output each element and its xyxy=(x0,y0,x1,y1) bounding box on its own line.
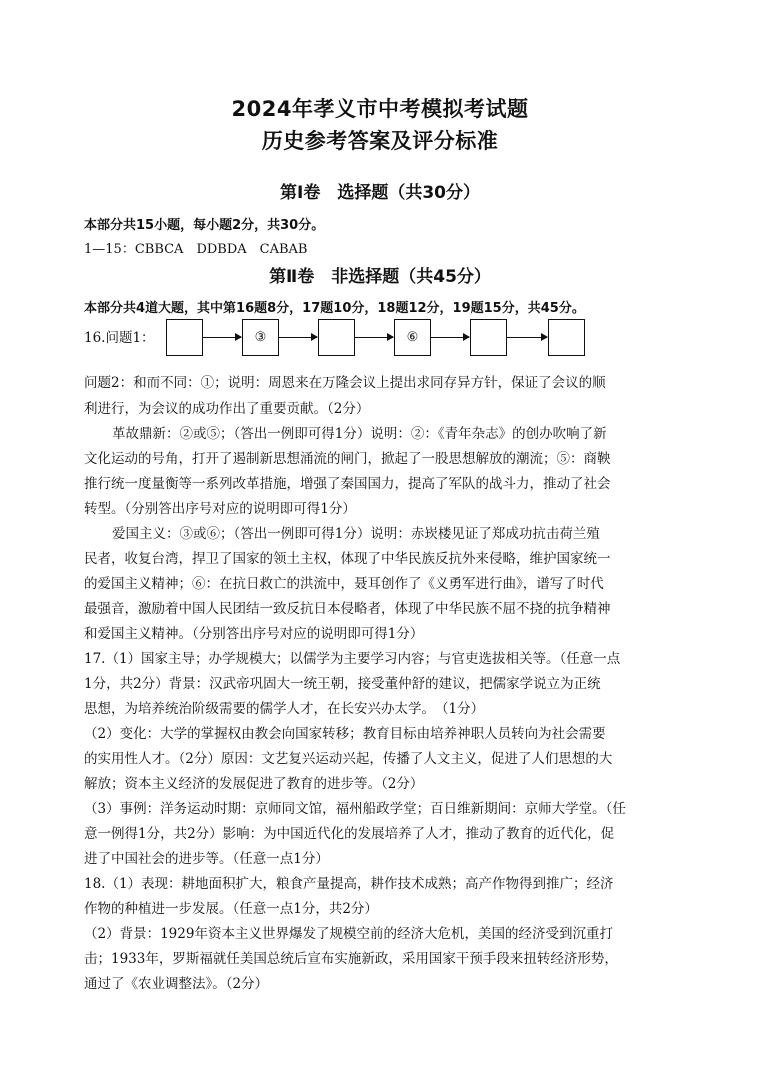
answer-line: 爱国主义：③或⑥；（答出一例即可得1分）说明：赤崁楼见证了郑成功抗击荷兰殖 xyxy=(112,526,600,542)
answer-line: 思想，为培养统治阶级需要的儒学人才，在长安兴办太学。 （1分） xyxy=(84,701,485,717)
answer-line: 1分，共2分）背景：汉武帝巩固大一统王朝，接受董仲舒的建议，把儒家学说立为正统 xyxy=(84,676,601,692)
answer-line: 作物的种植进一步发展。（任意一点1分，共2分） xyxy=(84,901,378,917)
answer-line: 最强音，激励着中国人民团结一致反抗日本侵略者，体现了中华民族不屈不挠的抗争精神 xyxy=(84,601,611,617)
answer-line: 解放；资本主义经济的发展促进了教育的进步等。（2分） xyxy=(84,776,424,792)
flow-box-4: ⑥ xyxy=(394,319,431,356)
answer-line: 推行统一度量衡等一系列改革措施，增强了秦国国力，提高了军队的战斗力，推动了社会 xyxy=(84,476,611,492)
answer-line: 转型。（分别答出序号对应的说明即可得1分） xyxy=(84,501,356,517)
answer-line: 通过了《农业调整法》。（2分） xyxy=(84,976,269,992)
flow-arrow xyxy=(355,337,393,338)
flow-box-2: ③ xyxy=(242,319,279,356)
flow-arrow xyxy=(431,337,469,338)
answer-line: 利进行，为会议的成功作出了重要贡献。（2分） xyxy=(84,401,370,417)
part1-answers: 1—15：CBBCA DDBDA CABAB xyxy=(84,242,308,257)
answer-line: 18.（1）表现：耕地面积扩大，粮食产量提高，耕作技术成熟；高产作物得到推广；经济 xyxy=(84,876,614,892)
flow-arrow xyxy=(203,337,241,338)
part2-description: 本部分共4道大题，其中第16题8分，17题10分，18题12分，19题15分，共45分。 xyxy=(84,301,585,316)
part2-heading: 第Ⅱ卷 非选择题（共45分） xyxy=(269,267,491,287)
answer-line: 革故鼎新：②或⑤；（答出一例即可得1分）说明：②：《青年杂志》的创办吹响了新 xyxy=(112,426,607,442)
flow-box-3 xyxy=(318,319,355,356)
answer-line: 进了中国社会的进步等。（任意一点1分） xyxy=(84,851,329,867)
q16-label: 16.问题1： xyxy=(84,330,155,346)
answer-line: 的实用性人才。（2分）原因：文艺复兴运动兴起，传播了人文主义，促进了人们思想的大 xyxy=(84,751,613,767)
page-subtitle: 历史参考答案及评分标准 xyxy=(261,129,499,153)
flow-box-6 xyxy=(548,319,585,356)
answer-line: 17.（1）国家主导；办学规模大；以儒学为主要学习内容；与官吏选拔相关等。（任意一点 xyxy=(84,651,621,667)
answer-line: 击；1933年，罗斯福就任美国总统后宣布实施新政，采用国家干预手段来扭转经济形势， xyxy=(84,951,618,967)
answer-line: （2）背景：1929年资本主义世界爆发了规模空前的经济大危机，美国的经济受到沉重打 xyxy=(84,926,613,942)
flow-arrow xyxy=(507,337,547,338)
page-title: 2024年孝义市中考模拟考试题 xyxy=(231,97,529,121)
flow-box-1 xyxy=(166,319,203,356)
answer-line: 的爱国主义精神；⑥：在抗日救亡的洪流中，聂耳创作了《义勇军进行曲》，谱写了时代 xyxy=(84,576,604,592)
flow-arrow xyxy=(279,337,317,338)
answer-line: 问题2：和而不同：①；说明：周恩来在万隆会议上提出求同存异方针，保证了会议的顺 xyxy=(84,375,606,391)
answer-line: 文化运动的号角，打开了遏制新思想涌流的闸门，掀起了一股思想解放的潮流；⑤：商鞅 xyxy=(84,451,611,467)
flow-box-5 xyxy=(470,319,507,356)
answer-line: （3）事例：洋务运动时期：京师同文馆，福州船政学堂；百日维新期间：京师大学堂。（任 xyxy=(84,801,626,817)
part1-description: 本部分共15小题，每小题2分，共30分。 xyxy=(84,218,325,233)
answer-line: 和爱国主义精神。（分别答出序号对应的说明即可得1分） xyxy=(84,626,424,642)
part1-heading: 第Ⅰ卷 选择题（共30分） xyxy=(280,183,480,203)
answer-line: 民者，收复台湾，捍卫了国家的领土主权，体现了中华民族反抗外来侵略，维护国家统一 xyxy=(84,551,611,567)
answer-line: 意一例得1分，共2分）影响：为中国近代化的发展培养了人才，推动了教育的近代化，促 xyxy=(84,826,615,842)
answer-line: （2）变化：大学的掌握权由教会向国家转移；教育目标由培养神职人员转向为社会需要 xyxy=(84,726,606,742)
